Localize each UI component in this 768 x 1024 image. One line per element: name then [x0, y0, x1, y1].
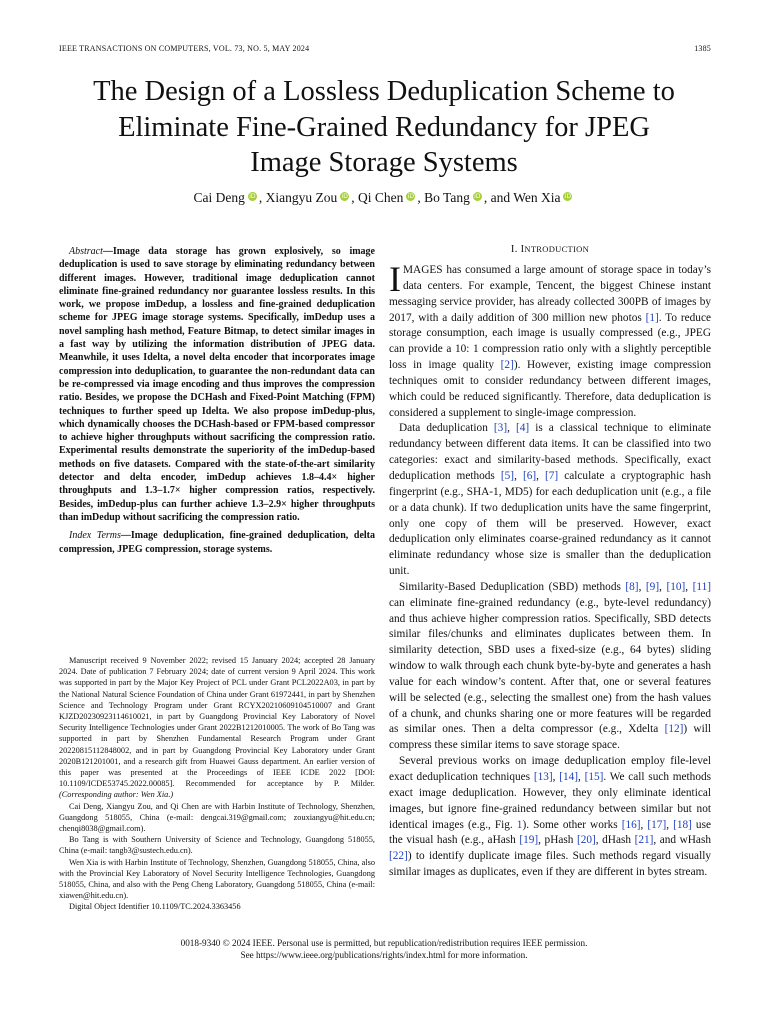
- citation-link[interactable]: [7]: [545, 469, 559, 482]
- running-head: [59, 44, 711, 53]
- citation-link[interactable]: [21]: [634, 834, 654, 847]
- author-name: Cai Deng: [193, 190, 245, 205]
- text-run: , dHash: [595, 834, 635, 847]
- page-number: 1385: [694, 44, 711, 53]
- first-page-footnote: [59, 655, 375, 913]
- drop-cap: I: [389, 259, 401, 299]
- text-run: . To reduce storage consumption, each image is usually compressed (e.g., JPEG can provide a 10: 1 compression ratio only with a slightly perceptible loss in image quality: [389, 311, 711, 372]
- author-name: Wen Xia: [513, 190, 561, 205]
- copyright-notice: [40, 937, 728, 961]
- paragraph: [389, 754, 711, 881]
- separator: ,: [351, 190, 359, 205]
- citation-link[interactable]: [9]: [645, 580, 660, 593]
- citation-link[interactable]: [11]: [692, 580, 712, 593]
- author-name: Xiangyu Zou: [265, 190, 338, 205]
- text-run: ,: [507, 422, 516, 435]
- citation-link[interactable]: [6]: [522, 469, 537, 482]
- citation-link[interactable]: [19]: [519, 834, 539, 847]
- citation-link[interactable]: [22]: [389, 850, 408, 863]
- section-number: I. I: [510, 244, 525, 255]
- citation-link[interactable]: [15]: [584, 771, 604, 783]
- orcid-icon[interactable]: iD: [407, 193, 415, 200]
- index-terms-text: —Image deduplication, fine-grained deduplication, delta compression, JPEG compression, storage systems.: [59, 530, 376, 555]
- text-run: , and wHash: [653, 834, 711, 847]
- citation-link[interactable]: [10]: [666, 580, 686, 593]
- left-column: [59, 245, 375, 556]
- text-run: ,: [578, 771, 585, 783]
- right-column: [389, 244, 711, 881]
- title-line-2: Eliminate Fine-Grained Redundancy for JPEG: [118, 111, 650, 143]
- citation-link[interactable]: [5]: [500, 469, 515, 482]
- title-line-1: The Design of a Lossless Deduplication Scheme to: [93, 76, 675, 107]
- text-run: ,: [552, 771, 560, 783]
- author-list: [40, 190, 728, 206]
- footnote-text: Manuscript received 9 November 2022; revised 15 January 2024; accepted 28 January 2024. Date of publication 7 February 2024; date of current version 9 April 2024. This work was supported in part by the Major Key Project of PCL under Grant PCL2022A03, in part by the National Natural Science Foundation of China under Grant 61972441, in part by Shenzhen Science and Technology Program under Grant RCYX20210609104510007 and Grant KJZD20230923114610021, in part by Guangdong Provincial Key Laboratory of Novel Security Intelligence Technologies under Grant 2022B1212010005. The work of Bo Tang was supported in part by Shenzhen Fundamental Research Program under Grant 20220815112848002, and in part by Guangdong Provincial Key Laboratory under Grant 2020B121201001, and a research gift from Huawei Gauss department. An earlier version of this paper was presented at the Proceedings of IEEE ICDE 2022 [DOI: 10.1109/ICDE53745.2022.00085]. Recommended for acceptance by P. Milder.: [59, 656, 375, 789]
- text-run: ,: [685, 580, 693, 593]
- body-text: [389, 259, 712, 881]
- text-run: ,: [638, 580, 646, 593]
- text-run: use the visual hash (e.g., aHash: [389, 818, 711, 847]
- text-run: ,: [640, 818, 648, 831]
- section-heading: [389, 244, 711, 255]
- text-run: , pHash: [538, 834, 577, 847]
- footnote-affiliation: Wen Xia is with Harbin Institute of Technology, Shenzhen, Guangdong 518055, China, also with the Provincial Key Laboratory of Novel Security Intelligence Technologies, Guangdong 518055, China, and also with the Peng Cheng Laboratory, Guangdong 518055, China (e-mail: xiawen@hit.edu.cn).: [59, 857, 375, 901]
- text-run: calculate a cryptographic hash fingerprint (e.g., SHA-1, MD5) for each deduplication unit (e.g., a file or a data chunk). If two deduplication units have the same fingerprint, only one copy of them will be preserved. However, exact deduplication only eliminates coarse-grained redundancy as it cannot eliminate redundancy whose size is smaller than the deduplication unit.: [389, 469, 711, 578]
- author-name: Bo Tang: [424, 190, 470, 205]
- text-run: is a classical technique to eliminate redundancy between different data items. It can be classified into two categories: exact and similarity-based methods. Specifically, exact deduplication methods: [389, 422, 711, 482]
- abstract-text: —Image data storage has grown explosively, so image deduplication is used to save storage by eliminating redundancy between different images. However, traditional image deduplication cannot eliminate fine-grained redundancy nor guarantee lossless results. In this work, we propose imDedup, a lossless and fine-grained deduplication scheme for JPEG image storage systems. Specifically, imDedup uses a novel sampling hash method, Feature Bitmap, to detect similar images in a fast way by utilizing the information distribution of JPEG data. Meanwhile, it uses Idelta, a novel delta encoder that incorporates image compression into deduplication, to guarantee the non-redundant data can be re-compressed via image encoding and thus improves the compression ratio. Besides, we propose the DCHash and Fixed-Point Matching (FPM) techniques to further speed up Idelta. We also propose imDedup-plus, which dynamically chooses the DCHash-based or FPM-based compressor to achieve higher throughputs without sacrificing the compression ratio. Experimental results demonstrate the superiority of the imDedup-based methods on five datasets. Compared with the state-of-the-art similarity detector and delta encoder, imDedup achieves 1.8–4.4× higher throughputs and 1.3–1.7× higher compression ratios, respectively. Besides, imDedup-plus can further achieve 1.3–2.9× higher throughputs than imDedup without sacrificing the compression ratio.: [59, 246, 375, 523]
- text-run: ,: [514, 469, 523, 482]
- orcid-icon[interactable]: iD: [474, 193, 481, 200]
- text-run: ). Some other works: [522, 818, 622, 831]
- author-name: Qi Chen: [358, 190, 404, 205]
- copyright-line: 0018-9340 © 2024 IEEE. Personal use is permitted, but republication/redistribution requires IEEE permission.: [180, 938, 588, 948]
- citation-link[interactable]: [20]: [576, 834, 596, 847]
- copyright-line: See https://www.ieee.org/publications/rights/index.html for more information.: [240, 950, 528, 960]
- text-run: . We call such methods exact image deduplication. However, they only eliminate identical images, but ignore fine-grained redundancy between similar but not identical images (e.g., Fig.: [389, 771, 712, 831]
- citation-link[interactable]: [18]: [673, 818, 692, 831]
- abstract: [59, 245, 375, 524]
- citation-link[interactable]: [16]: [621, 818, 641, 831]
- paragraph: [389, 259, 711, 421]
- separator: , and: [483, 190, 514, 205]
- corresponding-author: (Corresponding author: Wen Xia.): [59, 790, 174, 800]
- text-run: MAGES has consumed a large amount of storage space in today’s data centers. For example, Tencent, the biggest Chinese instant messaging service provider, has already collected 300PB of images by 2017, with a daily addition of 300 million new photos: [389, 264, 711, 324]
- footnote-doi: Digital Object Identifier 10.1109/TC.2024.3363456: [69, 902, 241, 912]
- abstract-label: Abstract: [69, 246, 103, 257]
- citation-link[interactable]: [17]: [647, 818, 667, 831]
- citation-link[interactable]: [8]: [625, 580, 639, 593]
- paragraph: [389, 421, 711, 579]
- citation-link[interactable]: [14]: [559, 771, 579, 783]
- orcid-icon[interactable]: iD: [564, 193, 572, 200]
- text-run: ) will compress these similar items to save storage space.: [389, 723, 711, 752]
- section-name: NTRODUCTION: [524, 244, 590, 254]
- citation-link[interactable]: [13]: [533, 771, 553, 783]
- citation-link[interactable]: [12]: [664, 723, 684, 736]
- text-run: ,: [659, 580, 667, 593]
- separator: ,: [258, 190, 266, 205]
- text-run: can eliminate fine-grained redundancy (e.g., byte-level redundancy) and thus achieve higher compression ratios. Specifically, SBD detects similar files/chunks and eliminates duplicates between them. In similarity detection, SBD uses a fixed-size (e.g., 64 bytes) sliding window to walk through each chunk byte-by-byte and generates a hash value for each window’s content. After that, one or several features will be selected (e.g., selecting the smallest one) from the hash values of a chunk, and chunks sharing one or more features will be regarded as similar ones. Then a delta compressor (e.g., Xdelta: [389, 596, 711, 736]
- footnote-manuscript: [59, 655, 375, 801]
- orcid-icon[interactable]: iD: [341, 193, 348, 200]
- text-run: ,: [666, 818, 674, 831]
- footnote-affiliation: Cai Deng, Xiangyu Zou, and Qi Chen are with Harbin Institute of Technology, Shenzhen, Guangdong 518055, China (e-mail: dengcai.319@gmail.com; zouxiangyu@hit.edu.cn; chenqi8038@gmail.com).: [59, 801, 375, 834]
- index-terms-label: Index Terms: [69, 530, 121, 542]
- text-run: Several previous works on image deduplication employ file-level exact deduplication techniques: [389, 755, 711, 783]
- text-run: ) to identify duplicate image files. Such methods regard visually similar images as duplicates, even if they are different in bytes stream.: [389, 850, 711, 879]
- paper-title: [40, 74, 728, 181]
- text-run: ). However, existing image compression techniques omit to consider redundancy between different images, which could be reduced significantly. Therefore, data deduplication is considered a supplement to single-image compression.: [389, 359, 711, 419]
- text-run: ,: [536, 469, 545, 482]
- text-run: Data deduplication: [399, 422, 494, 435]
- footnote-affiliation: Bo Tang is with Southern University of Science and Technology, Guangdong 518055, China (e-mail: tangb3@sustech.edu.cn).: [59, 835, 375, 856]
- title-line-3: Image Storage Systems: [250, 147, 518, 178]
- text-run: Similarity-Based Deduplication (SBD) methods: [399, 580, 626, 593]
- journal-name: IEEE TRANSACTIONS ON COMPUTERS, VOL. 73, NO. 5, MAY 2024: [59, 44, 310, 53]
- orcid-icon[interactable]: iD: [249, 193, 256, 200]
- citation-link[interactable]: [3]: [493, 422, 508, 435]
- citation-link[interactable]: [4]: [515, 422, 530, 435]
- citation-link[interactable]: [2]: [500, 359, 514, 372]
- citation-link[interactable]: [1]: [645, 311, 659, 324]
- separator: ,: [417, 190, 425, 205]
- paragraph: [389, 580, 711, 754]
- figure-link[interactable]: 1: [516, 818, 523, 831]
- index-terms: [59, 529, 375, 556]
